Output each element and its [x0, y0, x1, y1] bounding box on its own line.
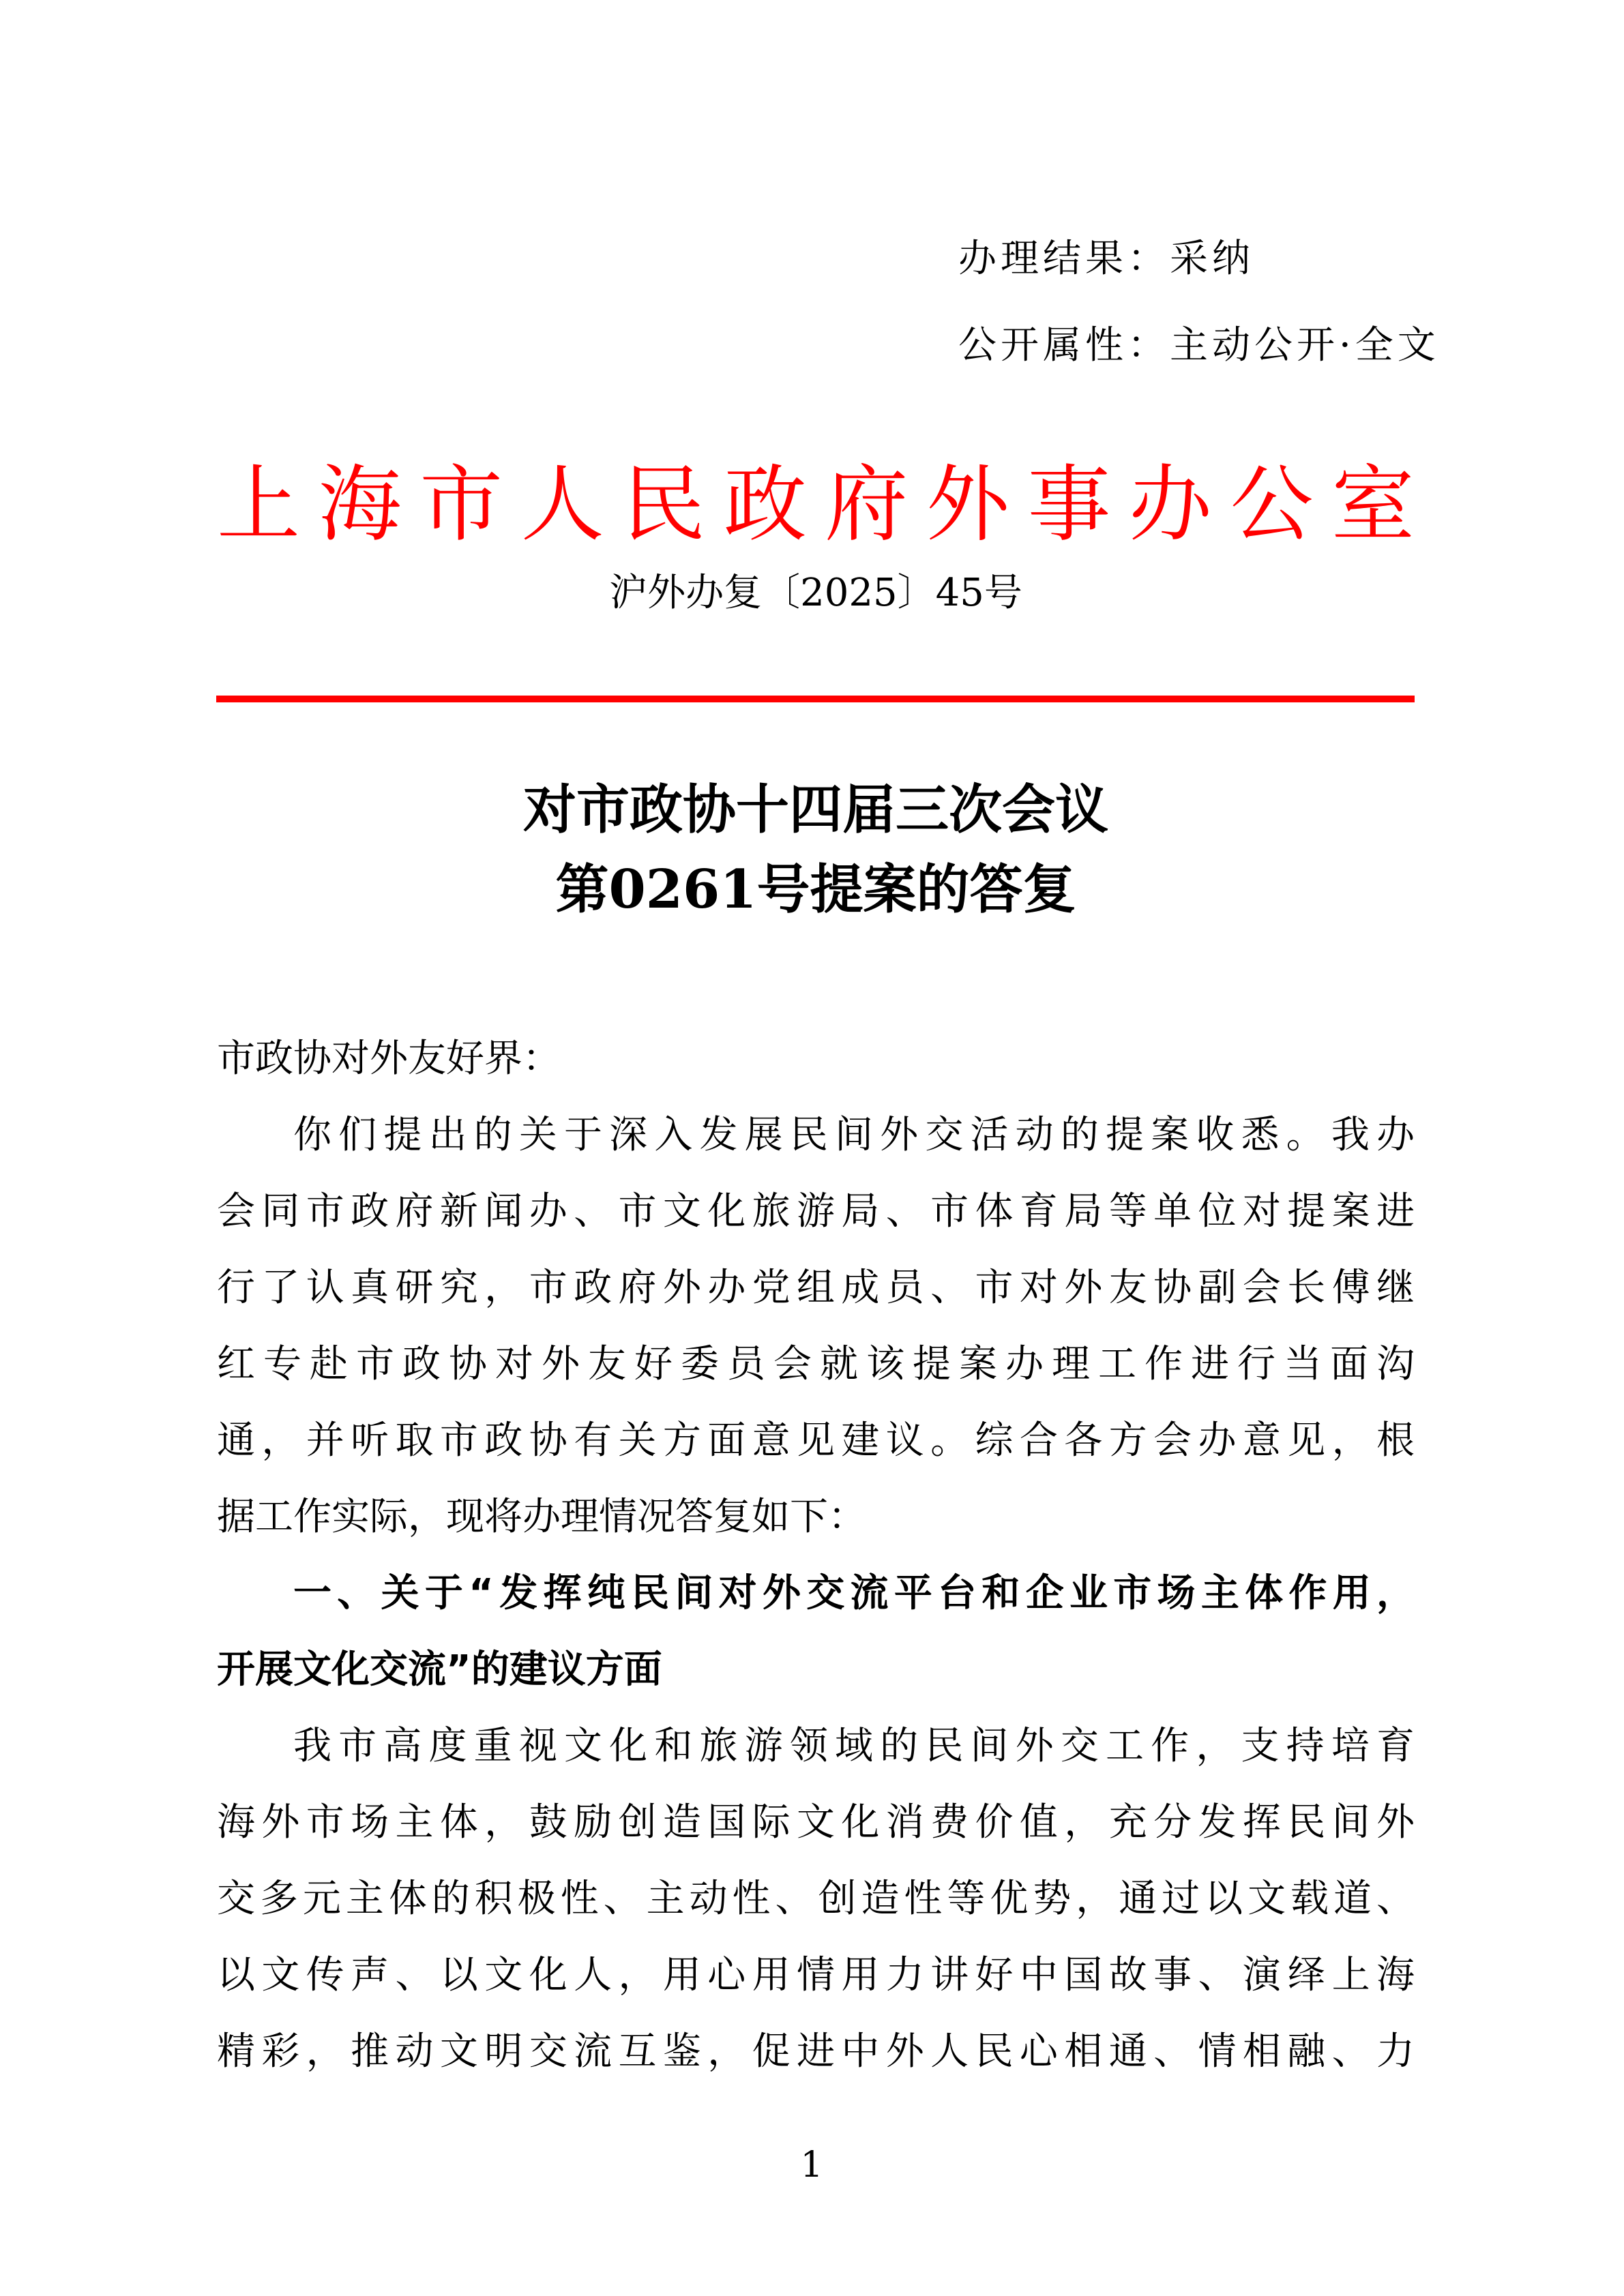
disclosure-value: 主动公开·全文: [1170, 323, 1440, 368]
handling-result-value: 采纳: [1170, 237, 1254, 281]
section-1-line: 以文传声、以文化人，用心用情用力讲好中国故事、演绎上海: [217, 1953, 1415, 1997]
section-1-line: 海外市场主体，鼓励创造国际文化消费价值，充分发挥民间外: [217, 1800, 1415, 1845]
issuing-office-masthead: 上海市人民政府外事办公室: [217, 456, 1415, 553]
disclosure-label: 公开属性：: [958, 323, 1170, 368]
salutation: 市政协对外友好界：: [217, 1037, 561, 1081]
body-line: 据工作实际，现将办理情况答复如下：: [217, 1495, 866, 1539]
section-1-heading-line-1: 一、关于“发挥纯民间对外交流平台和企业市场主体作用，: [293, 1571, 1415, 1615]
body-line: 会同市政府新闻办、市文化旅游局、市体育局等单位对提案进: [217, 1189, 1415, 1234]
document-title-line-2: 第0261号提案的答复: [555, 859, 1076, 921]
handling-result: [958, 235, 1254, 283]
document-title-line-1: 对市政协十四届三次会议: [522, 779, 1108, 841]
red-divider-rule: [216, 696, 1415, 702]
disclosure-attribute: [958, 322, 1440, 370]
body-line: 通，并听取市政协有关方面意见建议。综合各方会办意见，根: [217, 1418, 1415, 1463]
page-number: 1: [800, 2145, 823, 2186]
section-1-heading-line-2: 开展文化交流”的建议方面: [217, 1648, 662, 1692]
section-1-line: 交多元主体的积极性、主动性、创造性等优势，通过以文载道、: [217, 1877, 1415, 1921]
body-line: 行了认真研究，市政府外办党组成员、市对外友协副会长傅继: [217, 1266, 1415, 1310]
section-1-line: 精彩，推动文明交流互鉴，促进中外人民心相通、情相融、力: [217, 2029, 1415, 2074]
document-number: 沪外办复〔2025〕45号: [609, 571, 1022, 615]
body-line: 红专赴市政协对外友好委员会就该提案办理工作进行当面沟: [217, 1342, 1415, 1386]
body-line: 你们提出的关于深入发展民间外交活动的提案收悉。我办: [293, 1113, 1415, 1157]
handling-result-label: 办理结果：: [958, 237, 1170, 281]
section-1-line: 我市高度重视文化和旅游领域的民间外交工作，支持培育: [293, 1724, 1415, 1768]
